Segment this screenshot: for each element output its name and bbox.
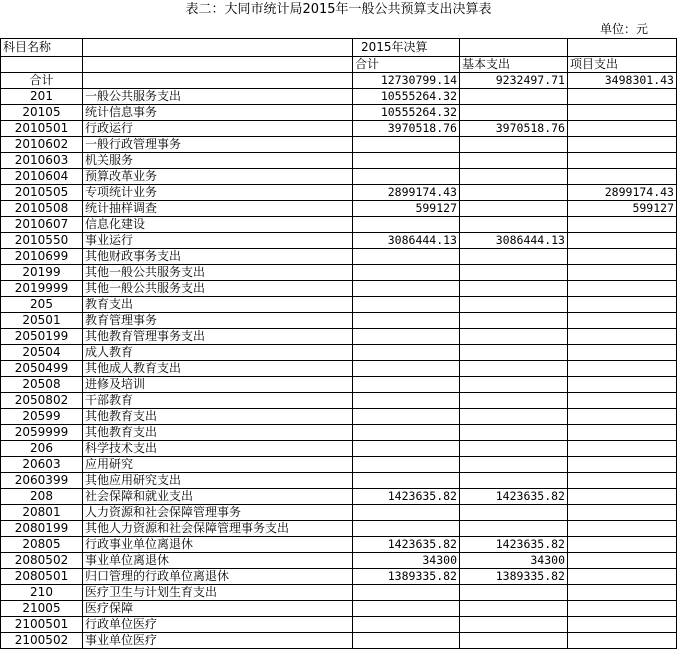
cell-basic[interactable] xyxy=(460,105,568,121)
cell-code[interactable]: 2080502 xyxy=(1,553,83,569)
cell-code[interactable]: 2010501 xyxy=(1,121,83,137)
cell-code[interactable]: 2060399 xyxy=(1,473,83,489)
cell-total[interactable] xyxy=(353,137,460,153)
cell-name[interactable]: 社会保障和就业支出 xyxy=(83,489,353,505)
cell-basic[interactable] xyxy=(460,249,568,265)
cell-total[interactable] xyxy=(353,345,460,361)
cell-total[interactable]: 10555264.32 xyxy=(353,89,460,105)
cell-name[interactable]: 其他应用研究支出 xyxy=(83,473,353,489)
cell-basic[interactable] xyxy=(460,601,568,617)
cell-basic[interactable] xyxy=(460,185,568,201)
unit-label: 单位：元 xyxy=(600,22,649,36)
cell-project[interactable] xyxy=(568,217,677,233)
cell-total[interactable] xyxy=(353,633,460,649)
cell-total[interactable] xyxy=(353,425,460,441)
cell-basic[interactable] xyxy=(460,313,568,329)
cell-basic[interactable] xyxy=(460,217,568,233)
cell-project[interactable] xyxy=(568,521,677,537)
cell-name[interactable]: 行政单位医疗 xyxy=(83,617,353,633)
cell-code[interactable]: 2059999 xyxy=(1,425,83,441)
table-row xyxy=(1,489,677,505)
table-row xyxy=(1,553,677,569)
table-row xyxy=(1,233,677,249)
cell-total[interactable]: 10555264.32 xyxy=(353,105,460,121)
cell-total[interactable] xyxy=(353,297,460,313)
cell-project[interactable] xyxy=(568,265,677,281)
cell-project[interactable] xyxy=(568,377,677,393)
cell-project[interactable] xyxy=(568,121,677,137)
cell-project[interactable]: 599127 xyxy=(568,201,677,217)
cell-name[interactable]: 机关服务 xyxy=(83,153,353,169)
cell-project[interactable] xyxy=(568,361,677,377)
cell-project[interactable] xyxy=(568,297,677,313)
cell-name[interactable]: 事业单位医疗 xyxy=(83,633,353,649)
table-title: 表二：大同市统计局2015年一般公共预算支出决算表 xyxy=(185,2,492,17)
cell-name[interactable]: 其他一般公共服务支出 xyxy=(83,281,353,297)
cell-basic[interactable] xyxy=(460,473,568,489)
cell-total[interactable] xyxy=(353,361,460,377)
cell-name[interactable]: 医疗保障 xyxy=(83,601,353,617)
cell-basic[interactable] xyxy=(460,281,568,297)
cell-total[interactable]: 3970518.76 xyxy=(353,121,460,137)
cell-basic[interactable]: 1389335.82 xyxy=(460,569,568,585)
header-project[interactable]: 项目支出 xyxy=(568,57,677,73)
cell-total[interactable] xyxy=(353,169,460,185)
cell-code[interactable]: 2050499 xyxy=(1,361,83,377)
cell-total[interactable] xyxy=(353,585,460,601)
cell-name[interactable]: 干部教育 xyxy=(83,393,353,409)
header-blank[interactable] xyxy=(568,39,677,57)
table-row xyxy=(1,425,677,441)
table-row xyxy=(1,121,677,137)
cell-total[interactable] xyxy=(353,393,460,409)
cell-name[interactable]: 医疗卫生与计划生育支出 xyxy=(83,585,353,601)
cell-project[interactable] xyxy=(568,249,677,265)
table-row xyxy=(1,89,677,105)
cell-project[interactable] xyxy=(568,393,677,409)
cell-project[interactable] xyxy=(568,585,677,601)
cell-name[interactable]: 应用研究 xyxy=(83,457,353,473)
cell-name[interactable]: 统计信息事务 xyxy=(83,105,353,121)
cell-basic[interactable] xyxy=(460,393,568,409)
table-row xyxy=(1,537,677,553)
table-row xyxy=(1,153,677,169)
cell-basic[interactable] xyxy=(460,137,568,153)
cell-total[interactable] xyxy=(353,281,460,297)
cell-code[interactable]: 206 xyxy=(1,441,83,457)
table-row xyxy=(1,601,677,617)
budget-table xyxy=(0,38,677,649)
table-row xyxy=(1,73,677,89)
cell-name[interactable]: 人力资源和社会保障管理事务 xyxy=(83,505,353,521)
cell-name[interactable]: 进修及培训 xyxy=(83,377,353,393)
cell-code[interactable]: 2010699 xyxy=(1,249,83,265)
cell-name[interactable]: 其他教育支出 xyxy=(83,409,353,425)
cell-name[interactable]: 科学技术支出 xyxy=(83,441,353,457)
table-row xyxy=(1,633,677,649)
cell-basic[interactable]: 1423635.82 xyxy=(460,537,568,553)
cell-code[interactable]: 2010505 xyxy=(1,185,83,201)
cell-total[interactable] xyxy=(353,249,460,265)
cell-name[interactable]: 其他成人教育支出 xyxy=(83,361,353,377)
cell-project[interactable] xyxy=(568,617,677,633)
cell-code[interactable]: 2080501 xyxy=(1,569,83,585)
cell-project[interactable] xyxy=(568,313,677,329)
cell-name[interactable]: 教育支出 xyxy=(83,297,353,313)
cell-code[interactable]: 20199 xyxy=(1,265,83,281)
cell-basic[interactable] xyxy=(460,425,568,441)
cell-total[interactable] xyxy=(353,617,460,633)
cell-name[interactable]: 预算改革业务 xyxy=(83,169,353,185)
cell-project[interactable] xyxy=(568,425,677,441)
cell-code[interactable]: 2010607 xyxy=(1,217,83,233)
cell-total[interactable] xyxy=(353,457,460,473)
header-basic[interactable]: 基本支出 xyxy=(460,57,568,73)
cell-code[interactable]: 20603 xyxy=(1,457,83,473)
cell-basic[interactable] xyxy=(460,441,568,457)
cell-code[interactable]: 20805 xyxy=(1,537,83,553)
cell-code[interactable]: 201 xyxy=(1,89,83,105)
cell-name[interactable]: 统计抽样调查 xyxy=(83,201,353,217)
table-row xyxy=(1,297,677,313)
cell-basic[interactable]: 1423635.82 xyxy=(460,489,568,505)
cell-project[interactable] xyxy=(568,345,677,361)
table-row xyxy=(1,457,677,473)
cell-project[interactable] xyxy=(568,489,677,505)
cell-total[interactable] xyxy=(353,217,460,233)
cell-project[interactable] xyxy=(568,569,677,585)
cell-code[interactable]: 208 xyxy=(1,489,83,505)
cell-code[interactable]: 20105 xyxy=(1,105,83,121)
cell-name[interactable]: 专项统计业务 xyxy=(83,185,353,201)
table-row xyxy=(1,377,677,393)
cell-total[interactable] xyxy=(353,313,460,329)
cell-total[interactable]: 2899174.43 xyxy=(353,185,460,201)
cell-name[interactable]: 行政事业单位离退休 xyxy=(83,537,353,553)
table-row xyxy=(1,345,677,361)
cell-basic[interactable] xyxy=(460,297,568,313)
cell-basic[interactable] xyxy=(460,169,568,185)
cell-total[interactable] xyxy=(353,473,460,489)
cell-code[interactable]: 合计 xyxy=(1,73,83,89)
cell-total[interactable] xyxy=(353,441,460,457)
table-row xyxy=(1,329,677,345)
cell-project[interactable] xyxy=(568,153,677,169)
header-subject[interactable]: 科目名称 xyxy=(1,39,83,57)
cell-code[interactable]: 20801 xyxy=(1,505,83,521)
cell-total[interactable] xyxy=(353,521,460,537)
cell-code[interactable]: 2080199 xyxy=(1,521,83,537)
header-blank[interactable] xyxy=(83,57,353,73)
cell-total[interactable]: 1423635.82 xyxy=(353,489,460,505)
cell-project[interactable] xyxy=(568,329,677,345)
cell-code[interactable]: 210 xyxy=(1,585,83,601)
table-row xyxy=(1,409,677,425)
cell-project[interactable] xyxy=(568,601,677,617)
cell-code[interactable]: 2019999 xyxy=(1,281,83,297)
cell-basic[interactable]: 3970518.76 xyxy=(460,121,568,137)
cell-project[interactable] xyxy=(568,505,677,521)
header-row-2 xyxy=(1,57,677,73)
cell-code[interactable]: 20501 xyxy=(1,313,83,329)
header-blank[interactable] xyxy=(460,39,568,57)
cell-code[interactable]: 2050199 xyxy=(1,329,83,345)
cell-name[interactable] xyxy=(83,73,353,89)
cell-basic[interactable] xyxy=(460,265,568,281)
cell-code[interactable]: 2010604 xyxy=(1,169,83,185)
cell-project[interactable] xyxy=(568,473,677,489)
cell-basic[interactable] xyxy=(460,505,568,521)
cell-basic[interactable]: 9232497.71 xyxy=(460,73,568,89)
cell-name[interactable]: 其他人力资源和社会保障管理事务支出 xyxy=(83,521,353,537)
table-row xyxy=(1,313,677,329)
cell-basic[interactable] xyxy=(460,89,568,105)
cell-code[interactable]: 2100501 xyxy=(1,617,83,633)
header-total[interactable]: 合计 xyxy=(353,57,460,73)
table-row xyxy=(1,393,677,409)
table-row xyxy=(1,361,677,377)
table-row xyxy=(1,201,677,217)
header-row-1 xyxy=(1,39,677,57)
cell-code[interactable]: 2010550 xyxy=(1,233,83,249)
table-row xyxy=(1,105,677,121)
cell-total[interactable] xyxy=(353,329,460,345)
cell-project[interactable] xyxy=(568,537,677,553)
cell-code[interactable]: 2050802 xyxy=(1,393,83,409)
cell-name[interactable]: 其他教育支出 xyxy=(83,425,353,441)
cell-code[interactable]: 2010602 xyxy=(1,137,83,153)
cell-code[interactable]: 205 xyxy=(1,297,83,313)
cell-basic[interactable] xyxy=(460,201,568,217)
cell-basic[interactable] xyxy=(460,409,568,425)
cell-project[interactable] xyxy=(568,233,677,249)
cell-total[interactable] xyxy=(353,265,460,281)
cell-name[interactable]: 其他教育管理事务支出 xyxy=(83,329,353,345)
cell-basic[interactable]: 3086444.13 xyxy=(460,233,568,249)
cell-project[interactable]: 3498301.43 xyxy=(568,73,677,89)
cell-name[interactable]: 信息化建设 xyxy=(83,217,353,233)
table-row xyxy=(1,521,677,537)
cell-name[interactable]: 事业运行 xyxy=(83,233,353,249)
cell-total[interactable]: 3086444.13 xyxy=(353,233,460,249)
cell-basic[interactable] xyxy=(460,521,568,537)
cell-basic[interactable] xyxy=(460,345,568,361)
cell-total[interactable] xyxy=(353,601,460,617)
cell-total[interactable] xyxy=(353,377,460,393)
table-row xyxy=(1,249,677,265)
cell-project[interactable] xyxy=(568,633,677,649)
cell-total[interactable] xyxy=(353,409,460,425)
cell-name[interactable]: 一般行政管理事务 xyxy=(83,137,353,153)
cell-basic[interactable]: 34300 xyxy=(460,553,568,569)
cell-basic[interactable] xyxy=(460,377,568,393)
cell-project[interactable] xyxy=(568,553,677,569)
cell-total[interactable]: 1389335.82 xyxy=(353,569,460,585)
cell-code[interactable]: 2100502 xyxy=(1,633,83,649)
table-row xyxy=(1,441,677,457)
cell-project[interactable] xyxy=(568,441,677,457)
cell-total[interactable]: 1423635.82 xyxy=(353,537,460,553)
table-row xyxy=(1,217,677,233)
table-row xyxy=(1,281,677,297)
cell-project[interactable] xyxy=(568,409,677,425)
cell-name[interactable]: 行政运行 xyxy=(83,121,353,137)
cell-total[interactable]: 12730799.14 xyxy=(353,73,460,89)
cell-basic[interactable] xyxy=(460,153,568,169)
table-row xyxy=(1,137,677,153)
cell-name[interactable]: 成人教育 xyxy=(83,345,353,361)
table-row xyxy=(1,569,677,585)
header-year-budget[interactable]: 2015年决算 xyxy=(353,39,460,57)
cell-code[interactable]: 20504 xyxy=(1,345,83,361)
cell-project[interactable] xyxy=(568,137,677,153)
cell-basic[interactable] xyxy=(460,617,568,633)
cell-code[interactable]: 21005 xyxy=(1,601,83,617)
cell-name[interactable]: 事业单位离退休 xyxy=(83,553,353,569)
cell-project[interactable]: 2899174.43 xyxy=(568,185,677,201)
cell-name[interactable]: 其他一般公共服务支出 xyxy=(83,265,353,281)
cell-basic[interactable] xyxy=(460,457,568,473)
cell-code[interactable]: 2010508 xyxy=(1,201,83,217)
header-blank[interactable] xyxy=(1,57,83,73)
table-row xyxy=(1,473,677,489)
cell-basic[interactable] xyxy=(460,361,568,377)
cell-project[interactable] xyxy=(568,89,677,105)
cell-total[interactable]: 34300 xyxy=(353,553,460,569)
cell-name[interactable]: 归口管理的行政单位离退休 xyxy=(83,569,353,585)
cell-total[interactable] xyxy=(353,153,460,169)
cell-code[interactable]: 2010603 xyxy=(1,153,83,169)
cell-project[interactable] xyxy=(568,457,677,473)
cell-code[interactable]: 20599 xyxy=(1,409,83,425)
cell-code[interactable]: 20508 xyxy=(1,377,83,393)
cell-project[interactable] xyxy=(568,105,677,121)
table-row xyxy=(1,169,677,185)
cell-project[interactable] xyxy=(568,169,677,185)
cell-name[interactable]: 教育管理事务 xyxy=(83,313,353,329)
table-row xyxy=(1,265,677,281)
cell-total[interactable] xyxy=(353,505,460,521)
table-row xyxy=(1,505,677,521)
cell-project[interactable] xyxy=(568,281,677,297)
cell-basic[interactable] xyxy=(460,633,568,649)
cell-basic[interactable] xyxy=(460,585,568,601)
cell-name[interactable]: 一般公共服务支出 xyxy=(83,89,353,105)
table-row xyxy=(1,585,677,601)
cell-total[interactable]: 599127 xyxy=(353,201,460,217)
table-row xyxy=(1,617,677,633)
table-row xyxy=(1,185,677,201)
cell-basic[interactable] xyxy=(460,329,568,345)
header-blank[interactable] xyxy=(83,39,353,57)
cell-name[interactable]: 其他财政事务支出 xyxy=(83,249,353,265)
